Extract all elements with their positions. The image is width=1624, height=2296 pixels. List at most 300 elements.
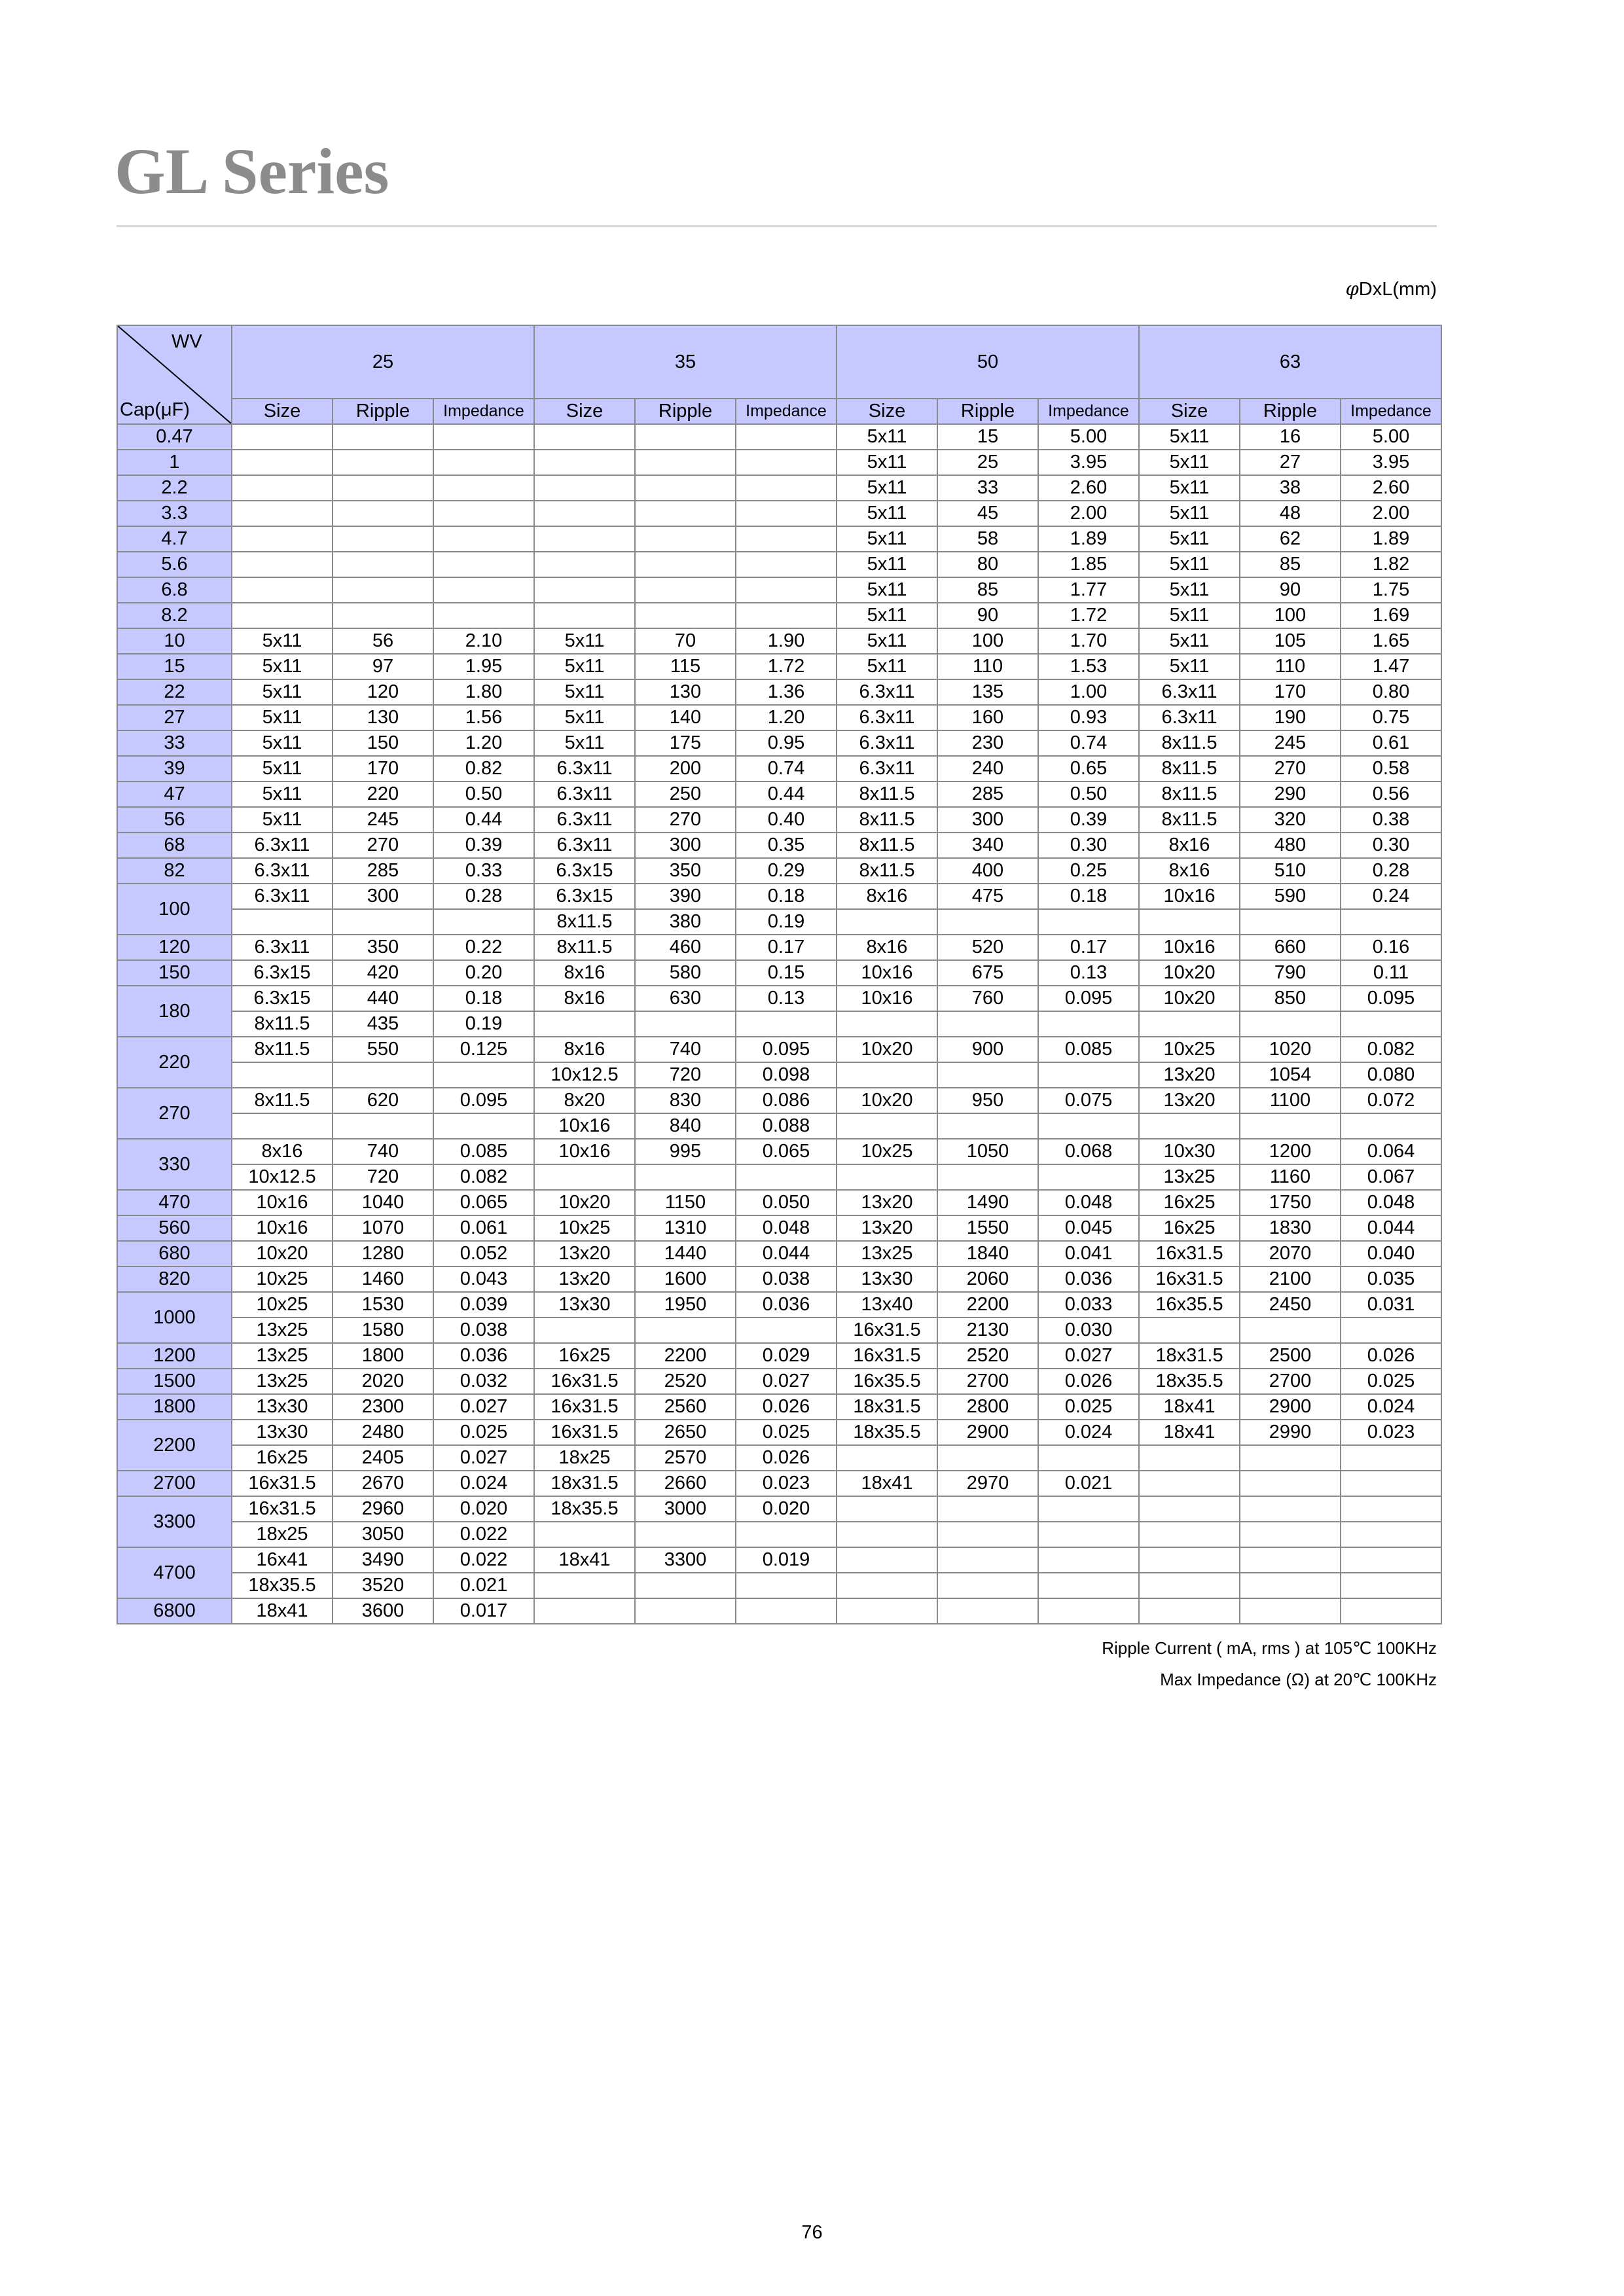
table-row bbox=[117, 552, 1441, 577]
impedance-35v-cell: 0.026 bbox=[736, 1445, 837, 1471]
ripple-35v-cell: 3300 bbox=[635, 1547, 736, 1573]
ripple-50v-cell: 110 bbox=[937, 654, 1038, 679]
size-25v-cell: 8x16 bbox=[232, 1139, 333, 1164]
ripple-25v-cell bbox=[333, 1062, 433, 1088]
impedance-50v-cell: 0.024 bbox=[1038, 1420, 1139, 1445]
ripple-63v-cell: 90 bbox=[1240, 577, 1341, 603]
impedance-63v-cell: 0.035 bbox=[1341, 1266, 1441, 1292]
size-63v-cell bbox=[1139, 1547, 1240, 1573]
size-25v-cell: 13x30 bbox=[232, 1420, 333, 1445]
impedance-25v-cell: 0.024 bbox=[433, 1471, 534, 1496]
size-50v-cell: 6.3x11 bbox=[837, 756, 937, 781]
ripple-63v-cell: 480 bbox=[1240, 833, 1341, 858]
table-row bbox=[117, 424, 1441, 450]
size-35v-cell bbox=[534, 1164, 635, 1190]
impedance-35v-cell: 1.36 bbox=[736, 679, 837, 705]
size-35v-cell: 8x11.5 bbox=[534, 909, 635, 935]
ripple-50v-cell: 1550 bbox=[937, 1215, 1038, 1241]
size-25v-cell: 5x11 bbox=[232, 679, 333, 705]
capacitance-cell: 1500 bbox=[117, 1369, 232, 1394]
impedance-35v-cell bbox=[736, 424, 837, 450]
impedance-25v-cell: 0.052 bbox=[433, 1241, 534, 1266]
impedance-25v-cell bbox=[433, 909, 534, 935]
ripple-63v-cell bbox=[1240, 909, 1341, 935]
size-63v-cell: 18x31.5 bbox=[1139, 1343, 1240, 1369]
impedance-63v-cell: 0.75 bbox=[1341, 705, 1441, 730]
size-25v-cell bbox=[232, 526, 333, 552]
impedance-63v-cell bbox=[1341, 1522, 1441, 1547]
impedance-25v-cell: 0.025 bbox=[433, 1420, 534, 1445]
size-35v-cell: 8x16 bbox=[534, 960, 635, 986]
size-25v-cell: 16x31.5 bbox=[232, 1471, 333, 1496]
impedance-25v-cell: 0.061 bbox=[433, 1215, 534, 1241]
impedance-50v-cell: 0.041 bbox=[1038, 1241, 1139, 1266]
size-25v-cell: 13x25 bbox=[232, 1343, 333, 1369]
impedance-63v-cell bbox=[1341, 1573, 1441, 1598]
ripple-35v-cell bbox=[635, 475, 736, 501]
ripple-50v-cell: 100 bbox=[937, 628, 1038, 654]
ripple-25v-cell: 1580 bbox=[333, 1318, 433, 1343]
ripple-25v-cell: 97 bbox=[333, 654, 433, 679]
table-row bbox=[117, 833, 1441, 858]
size-25v-cell: 5x11 bbox=[232, 781, 333, 807]
capacitance-cell: 330 bbox=[117, 1139, 232, 1190]
size-25v-cell: 10x16 bbox=[232, 1190, 333, 1215]
size-50v-cell bbox=[837, 909, 937, 935]
ripple-35v-cell: 300 bbox=[635, 833, 736, 858]
impedance-50v-cell: 1.00 bbox=[1038, 679, 1139, 705]
impedance-63v-cell: 0.064 bbox=[1341, 1139, 1441, 1164]
page-number: 76 bbox=[801, 2222, 823, 2243]
voltage-35-header: 35 bbox=[534, 325, 837, 399]
size-35v-cell bbox=[534, 450, 635, 475]
impedance-35v-cell: 0.044 bbox=[736, 1241, 837, 1266]
ripple-63v-cell: 190 bbox=[1240, 705, 1341, 730]
ripple-63v-cell bbox=[1240, 1113, 1341, 1139]
impedance-35v-cell: 0.019 bbox=[736, 1547, 837, 1573]
table-row bbox=[117, 1496, 1441, 1522]
size-25v-cell: 5x11 bbox=[232, 628, 333, 654]
table-row bbox=[117, 935, 1441, 960]
impedance-50v-cell: 0.025 bbox=[1038, 1394, 1139, 1420]
size-35v-cell: 6.3x11 bbox=[534, 833, 635, 858]
size-63v-cell: 8x16 bbox=[1139, 833, 1240, 858]
ripple-25v-cell bbox=[333, 552, 433, 577]
ripple-25v-cell: 245 bbox=[333, 807, 433, 833]
ripple-25v-cell: 3050 bbox=[333, 1522, 433, 1547]
ripple-25v-cell bbox=[333, 475, 433, 501]
ripple-50v-cell bbox=[937, 1573, 1038, 1598]
size-63v-cell: 13x20 bbox=[1139, 1088, 1240, 1113]
size-50v-cell: 10x16 bbox=[837, 960, 937, 986]
size-25v-cell: 5x11 bbox=[232, 756, 333, 781]
ripple-35v-cell bbox=[635, 552, 736, 577]
size-63v-cell bbox=[1139, 1598, 1240, 1624]
ripple-25v-cell: 2300 bbox=[333, 1394, 433, 1420]
impedance-50v-cell: 0.075 bbox=[1038, 1088, 1139, 1113]
ripple-35v-cell bbox=[635, 1318, 736, 1343]
voltage-header-row bbox=[117, 325, 1441, 399]
ripple-50v-cell: 760 bbox=[937, 986, 1038, 1011]
size-50v-cell: 16x35.5 bbox=[837, 1369, 937, 1394]
ripple-50v-cell: 2200 bbox=[937, 1292, 1038, 1318]
ripple-50v-cell bbox=[937, 1011, 1038, 1037]
size-50v-cell: 13x20 bbox=[837, 1215, 937, 1241]
capacitance-cell: 5.6 bbox=[117, 552, 232, 577]
impedance-63v-cell: 0.24 bbox=[1341, 884, 1441, 909]
capacitance-cell: 470 bbox=[117, 1190, 232, 1215]
size-50v-cell: 5x11 bbox=[837, 526, 937, 552]
ripple-63v-cell: 16 bbox=[1240, 424, 1341, 450]
size-25v-cell: 8x11.5 bbox=[232, 1037, 333, 1062]
size-50v-cell: 5x11 bbox=[837, 475, 937, 501]
ripple-63v-cell: 2450 bbox=[1240, 1292, 1341, 1318]
impedance-25v-cell: 0.44 bbox=[433, 807, 534, 833]
ripple-25v-cell: 1460 bbox=[333, 1266, 433, 1292]
size-35v-cell: 10x16 bbox=[534, 1113, 635, 1139]
table-row bbox=[117, 628, 1441, 654]
capacitance-cell: 22 bbox=[117, 679, 232, 705]
impedance-50v-cell bbox=[1038, 1573, 1139, 1598]
impedance-50v-cell: 0.036 bbox=[1038, 1266, 1139, 1292]
size-63v-cell bbox=[1139, 1471, 1240, 1496]
impedance-35v-cell: 0.44 bbox=[736, 781, 837, 807]
size-50v-cell: 6.3x11 bbox=[837, 705, 937, 730]
size-25v-cell: 6.3x11 bbox=[232, 884, 333, 909]
impedance-50v-cell bbox=[1038, 909, 1139, 935]
size-50v-cell: 13x25 bbox=[837, 1241, 937, 1266]
ripple-50v-cell: 2700 bbox=[937, 1369, 1038, 1394]
impedance-50v-cell bbox=[1038, 1496, 1139, 1522]
size-63v-cell: 13x25 bbox=[1139, 1164, 1240, 1190]
table-row bbox=[117, 1241, 1441, 1266]
size-35v-cell: 10x20 bbox=[534, 1190, 635, 1215]
impedance-25v-cell: 0.022 bbox=[433, 1522, 534, 1547]
impedance-header: Impedance bbox=[736, 399, 837, 424]
ripple-50v-cell bbox=[937, 1164, 1038, 1190]
impedance-50v-cell bbox=[1038, 1547, 1139, 1573]
size-25v-cell: 6.3x11 bbox=[232, 858, 333, 884]
size-63v-cell: 8x11.5 bbox=[1139, 730, 1240, 756]
impedance-63v-cell bbox=[1341, 1011, 1441, 1037]
size-35v-cell bbox=[534, 526, 635, 552]
ripple-35v-cell: 140 bbox=[635, 705, 736, 730]
capacitance-cell: 15 bbox=[117, 654, 232, 679]
size-35v-cell: 5x11 bbox=[534, 628, 635, 654]
impedance-35v-cell bbox=[736, 501, 837, 526]
impedance-63v-cell: 1.65 bbox=[1341, 628, 1441, 654]
size-50v-cell bbox=[837, 1011, 937, 1037]
size-25v-cell: 18x35.5 bbox=[232, 1573, 333, 1598]
ripple-50v-cell bbox=[937, 909, 1038, 935]
impedance-25v-cell: 0.082 bbox=[433, 1164, 534, 1190]
size-63v-cell: 5x11 bbox=[1139, 526, 1240, 552]
size-63v-cell: 18x41 bbox=[1139, 1420, 1240, 1445]
impedance-63v-cell: 0.58 bbox=[1341, 756, 1441, 781]
voltage-63-header: 63 bbox=[1139, 325, 1441, 399]
size-50v-cell: 5x11 bbox=[837, 603, 937, 628]
table-row bbox=[117, 1522, 1441, 1547]
impedance-50v-cell: 0.25 bbox=[1038, 858, 1139, 884]
size-63v-cell: 5x11 bbox=[1139, 501, 1240, 526]
size-63v-cell: 18x41 bbox=[1139, 1394, 1240, 1420]
impedance-25v-cell bbox=[433, 424, 534, 450]
size-63v-cell: 6.3x11 bbox=[1139, 679, 1240, 705]
impedance-63v-cell: 0.38 bbox=[1341, 807, 1441, 833]
size-25v-cell bbox=[232, 1062, 333, 1088]
ripple-63v-cell bbox=[1240, 1471, 1341, 1496]
size-50v-cell: 8x11.5 bbox=[837, 858, 937, 884]
ripple-25v-cell: 3520 bbox=[333, 1573, 433, 1598]
ripple-63v-cell bbox=[1240, 1598, 1341, 1624]
ripple-63v-cell: 110 bbox=[1240, 654, 1341, 679]
impedance-35v-cell: 0.74 bbox=[736, 756, 837, 781]
impedance-50v-cell: 0.045 bbox=[1038, 1215, 1139, 1241]
ripple-25v-cell bbox=[333, 526, 433, 552]
impedance-35v-cell: 1.90 bbox=[736, 628, 837, 654]
ripple-35v-cell: 740 bbox=[635, 1037, 736, 1062]
wv-cap-corner-cell bbox=[117, 325, 232, 424]
size-25v-cell: 10x25 bbox=[232, 1292, 333, 1318]
ripple-50v-cell: 2520 bbox=[937, 1343, 1038, 1369]
ripple-35v-cell: 2560 bbox=[635, 1394, 736, 1420]
size-35v-cell: 13x30 bbox=[534, 1292, 635, 1318]
column-header-row bbox=[117, 399, 1441, 424]
impedance-35v-cell: 0.095 bbox=[736, 1037, 837, 1062]
ripple-50v-cell: 950 bbox=[937, 1088, 1038, 1113]
impedance-50v-cell: 0.026 bbox=[1038, 1369, 1139, 1394]
impedance-25v-cell bbox=[433, 552, 534, 577]
size-35v-cell: 5x11 bbox=[534, 679, 635, 705]
impedance-63v-cell: 0.28 bbox=[1341, 858, 1441, 884]
impedance-63v-cell: 0.16 bbox=[1341, 935, 1441, 960]
capacitance-cell: 33 bbox=[117, 730, 232, 756]
ripple-25v-cell bbox=[333, 909, 433, 935]
ripple-63v-cell: 48 bbox=[1240, 501, 1341, 526]
ripple-35v-cell: 630 bbox=[635, 986, 736, 1011]
capacitance-cell: 4.7 bbox=[117, 526, 232, 552]
impedance-50v-cell: 0.085 bbox=[1038, 1037, 1139, 1062]
size-25v-cell: 5x11 bbox=[232, 654, 333, 679]
impedance-25v-cell: 1.56 bbox=[433, 705, 534, 730]
impedance-63v-cell: 0.031 bbox=[1341, 1292, 1441, 1318]
size-63v-cell: 5x11 bbox=[1139, 475, 1240, 501]
ripple-50v-cell bbox=[937, 1445, 1038, 1471]
impedance-35v-cell: 0.088 bbox=[736, 1113, 837, 1139]
size-63v-cell: 6.3x11 bbox=[1139, 705, 1240, 730]
table-row bbox=[117, 1190, 1441, 1215]
impedance-35v-cell bbox=[736, 1011, 837, 1037]
size-63v-cell: 16x35.5 bbox=[1139, 1292, 1240, 1318]
impedance-50v-cell: 0.39 bbox=[1038, 807, 1139, 833]
size-35v-cell: 5x11 bbox=[534, 730, 635, 756]
size-50v-cell: 8x16 bbox=[837, 884, 937, 909]
ripple-50v-cell bbox=[937, 1062, 1038, 1088]
ripple-header: Ripple bbox=[333, 399, 433, 424]
size-63v-cell: 10x25 bbox=[1139, 1037, 1240, 1062]
table-row bbox=[117, 858, 1441, 884]
impedance-50v-cell: 1.70 bbox=[1038, 628, 1139, 654]
size-63v-cell: 16x25 bbox=[1139, 1215, 1240, 1241]
table-row bbox=[117, 756, 1441, 781]
ripple-35v-cell: 350 bbox=[635, 858, 736, 884]
impedance-50v-cell: 1.77 bbox=[1038, 577, 1139, 603]
ripple-35v-cell: 1150 bbox=[635, 1190, 736, 1215]
size-35v-cell bbox=[534, 1573, 635, 1598]
table-row bbox=[117, 1471, 1441, 1496]
size-25v-cell: 13x25 bbox=[232, 1318, 333, 1343]
size-25v-cell: 5x11 bbox=[232, 730, 333, 756]
impedance-35v-cell bbox=[736, 450, 837, 475]
size-63v-cell bbox=[1139, 1496, 1240, 1522]
impedance-50v-cell: 5.00 bbox=[1038, 424, 1139, 450]
ripple-50v-cell bbox=[937, 1598, 1038, 1624]
table-row bbox=[117, 1037, 1441, 1062]
ripple-63v-cell: 1200 bbox=[1240, 1139, 1341, 1164]
size-25v-cell: 8x11.5 bbox=[232, 1088, 333, 1113]
ripple-50v-cell: 675 bbox=[937, 960, 1038, 986]
ripple-63v-cell: 100 bbox=[1240, 603, 1341, 628]
size-63v-cell: 16x31.5 bbox=[1139, 1266, 1240, 1292]
size-63v-cell: 10x16 bbox=[1139, 935, 1240, 960]
ripple-35v-cell: 995 bbox=[635, 1139, 736, 1164]
ripple-35v-cell: 830 bbox=[635, 1088, 736, 1113]
phi-symbol: φ bbox=[1345, 278, 1359, 300]
ripple-50v-cell: 2970 bbox=[937, 1471, 1038, 1496]
ripple-50v-cell: 520 bbox=[937, 935, 1038, 960]
size-25v-cell bbox=[232, 424, 333, 450]
ripple-50v-cell: 2900 bbox=[937, 1420, 1038, 1445]
size-50v-cell bbox=[837, 1445, 937, 1471]
impedance-35v-cell: 0.048 bbox=[736, 1215, 837, 1241]
impedance-50v-cell bbox=[1038, 1113, 1139, 1139]
ripple-header: Ripple bbox=[937, 399, 1038, 424]
impedance-50v-cell: 0.30 bbox=[1038, 833, 1139, 858]
ripple-25v-cell bbox=[333, 603, 433, 628]
impedance-25v-cell: 0.027 bbox=[433, 1394, 534, 1420]
capacitance-cell: 1200 bbox=[117, 1343, 232, 1369]
specification-table-body bbox=[117, 424, 1441, 1624]
size-63v-cell: 10x16 bbox=[1139, 884, 1240, 909]
impedance-25v-cell: 0.085 bbox=[433, 1139, 534, 1164]
size-25v-cell: 13x30 bbox=[232, 1394, 333, 1420]
ripple-35v-cell: 2520 bbox=[635, 1369, 736, 1394]
size-63v-cell: 8x11.5 bbox=[1139, 781, 1240, 807]
size-63v-cell: 10x30 bbox=[1139, 1139, 1240, 1164]
ripple-63v-cell: 2100 bbox=[1240, 1266, 1341, 1292]
table-row bbox=[117, 1139, 1441, 1164]
impedance-50v-cell: 0.095 bbox=[1038, 986, 1139, 1011]
ripple-25v-cell: 435 bbox=[333, 1011, 433, 1037]
ripple-50v-cell: 15 bbox=[937, 424, 1038, 450]
impedance-25v-cell: 1.80 bbox=[433, 679, 534, 705]
ripple-header: Ripple bbox=[635, 399, 736, 424]
size-35v-cell: 10x12.5 bbox=[534, 1062, 635, 1088]
size-25v-cell: 6.3x15 bbox=[232, 960, 333, 986]
impedance-25v-cell: 0.28 bbox=[433, 884, 534, 909]
ripple-25v-cell bbox=[333, 424, 433, 450]
size-35v-cell: 13x20 bbox=[534, 1266, 635, 1292]
size-63v-cell bbox=[1139, 1113, 1240, 1139]
ripple-63v-cell: 27 bbox=[1240, 450, 1341, 475]
ripple-35v-cell: 130 bbox=[635, 679, 736, 705]
impedance-35v-cell: 0.020 bbox=[736, 1496, 837, 1522]
ripple-50v-cell: 2060 bbox=[937, 1266, 1038, 1292]
ripple-50v-cell bbox=[937, 1547, 1038, 1573]
ripple-35v-cell: 1310 bbox=[635, 1215, 736, 1241]
impedance-50v-cell: 0.048 bbox=[1038, 1190, 1139, 1215]
impedance-25v-cell: 0.33 bbox=[433, 858, 534, 884]
impedance-35v-cell: 0.098 bbox=[736, 1062, 837, 1088]
size-63v-cell bbox=[1139, 1318, 1240, 1343]
impedance-35v-cell: 0.050 bbox=[736, 1190, 837, 1215]
ripple-63v-cell bbox=[1240, 1522, 1341, 1547]
ripple-35v-cell bbox=[635, 603, 736, 628]
ripple-25v-cell: 2480 bbox=[333, 1420, 433, 1445]
ripple-35v-cell: 2660 bbox=[635, 1471, 736, 1496]
impedance-50v-cell: 0.068 bbox=[1038, 1139, 1139, 1164]
ripple-50v-cell: 300 bbox=[937, 807, 1038, 833]
size-63v-cell: 10x20 bbox=[1139, 986, 1240, 1011]
ripple-63v-cell: 1100 bbox=[1240, 1088, 1341, 1113]
size-50v-cell: 5x11 bbox=[837, 628, 937, 654]
ripple-63v-cell: 245 bbox=[1240, 730, 1341, 756]
ripple-63v-cell bbox=[1240, 1573, 1341, 1598]
ripple-63v-cell: 170 bbox=[1240, 679, 1341, 705]
ripple-35v-cell: 70 bbox=[635, 628, 736, 654]
ripple-63v-cell bbox=[1240, 1318, 1341, 1343]
impedance-header: Impedance bbox=[433, 399, 534, 424]
impedance-63v-cell: 1.82 bbox=[1341, 552, 1441, 577]
impedance-25v-cell: 0.82 bbox=[433, 756, 534, 781]
impedance-50v-cell: 3.95 bbox=[1038, 450, 1139, 475]
capacitance-cell: 1 bbox=[117, 450, 232, 475]
impedance-50v-cell: 2.60 bbox=[1038, 475, 1139, 501]
size-50v-cell: 5x11 bbox=[837, 577, 937, 603]
impedance-50v-cell: 0.65 bbox=[1038, 756, 1139, 781]
impedance-35v-cell: 0.027 bbox=[736, 1369, 837, 1394]
ripple-63v-cell: 1830 bbox=[1240, 1215, 1341, 1241]
ripple-25v-cell: 270 bbox=[333, 833, 433, 858]
size-25v-cell bbox=[232, 577, 333, 603]
ripple-50v-cell: 58 bbox=[937, 526, 1038, 552]
ripple-25v-cell: 550 bbox=[333, 1037, 433, 1062]
impedance-63v-cell bbox=[1341, 1113, 1441, 1139]
size-63v-cell: 5x11 bbox=[1139, 628, 1240, 654]
impedance-35v-cell: 0.065 bbox=[736, 1139, 837, 1164]
size-50v-cell bbox=[837, 1598, 937, 1624]
impedance-50v-cell bbox=[1038, 1522, 1139, 1547]
impedance-63v-cell: 3.95 bbox=[1341, 450, 1441, 475]
capacitance-cell: 560 bbox=[117, 1215, 232, 1241]
size-63v-cell: 5x11 bbox=[1139, 577, 1240, 603]
ripple-25v-cell bbox=[333, 577, 433, 603]
ripple-35v-cell bbox=[635, 424, 736, 450]
size-63v-cell: 8x16 bbox=[1139, 858, 1240, 884]
impedance-25v-cell: 0.032 bbox=[433, 1369, 534, 1394]
size-25v-cell: 6.3x11 bbox=[232, 833, 333, 858]
ripple-35v-cell bbox=[635, 1522, 736, 1547]
table-row bbox=[117, 1318, 1441, 1343]
impedance-63v-cell: 0.024 bbox=[1341, 1394, 1441, 1420]
capacitance-cell: 680 bbox=[117, 1241, 232, 1266]
size-50v-cell: 18x41 bbox=[837, 1471, 937, 1496]
impedance-35v-cell: 0.13 bbox=[736, 986, 837, 1011]
ripple-25v-cell: 1800 bbox=[333, 1343, 433, 1369]
impedance-35v-cell: 0.036 bbox=[736, 1292, 837, 1318]
impedance-50v-cell: 1.89 bbox=[1038, 526, 1139, 552]
impedance-25v-cell bbox=[433, 501, 534, 526]
